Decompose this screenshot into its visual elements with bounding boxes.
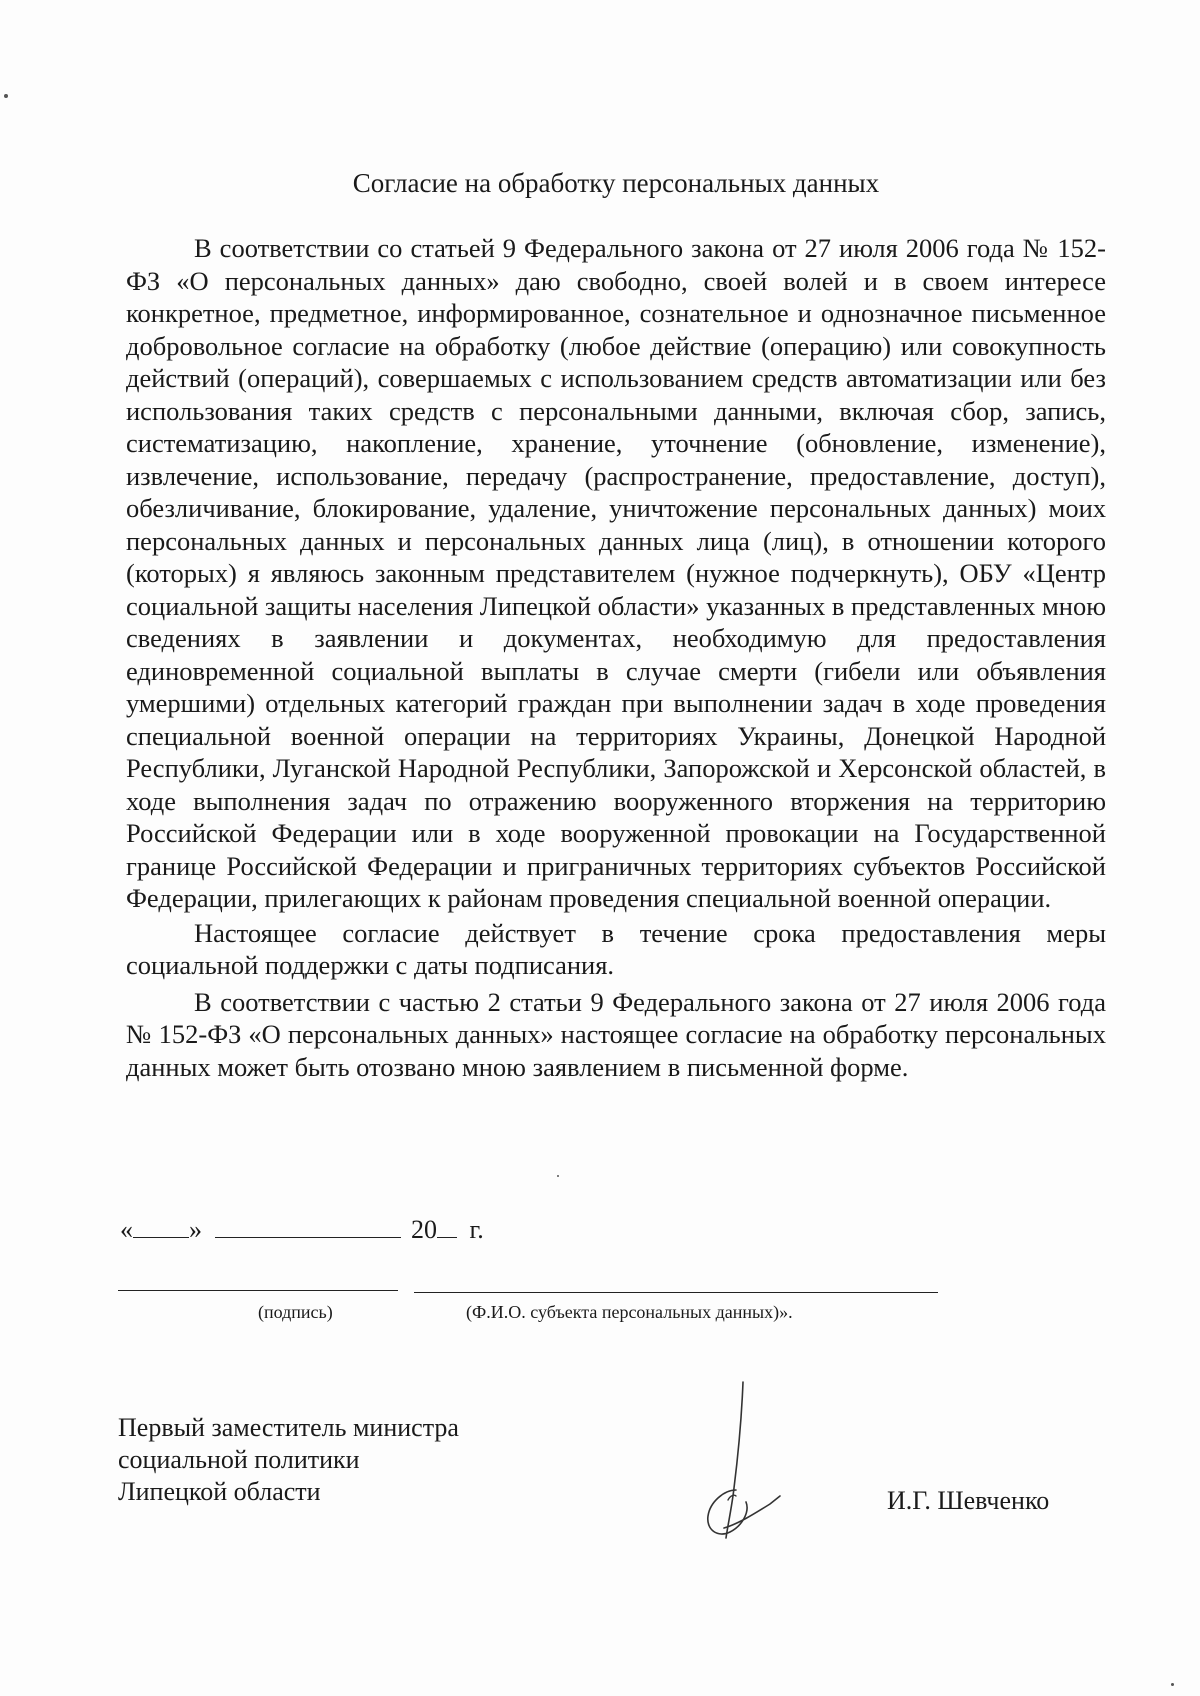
day-blank — [133, 1213, 189, 1238]
signatory-name: И.Г. Шевченко — [887, 1486, 1050, 1515]
signature-line — [118, 1290, 398, 1291]
signatory-position — [118, 1412, 459, 1508]
signature-caption: (подпись) — [258, 1302, 333, 1322]
fio-line — [414, 1292, 938, 1293]
scan-speck — [4, 94, 8, 98]
date-line — [120, 1213, 484, 1246]
paragraph-revocation: В соответствии с частью 2 статьи 9 Федерального закона от 27 июля 2006 года № 152-ФЗ «О персональных данных» настоящее согласие на обработку персональных данных может быть отозвано мною заявлением в письменной форме. — [126, 986, 1106, 1082]
fio-caption: (Ф.И.О. субъекта персональных данных)». — [466, 1302, 793, 1322]
date-close-quote: » — [189, 1215, 202, 1244]
date-open-quote: « — [120, 1215, 133, 1244]
year-suffix: г. — [469, 1215, 484, 1244]
document-body — [126, 232, 1106, 1083]
handwritten-signature — [684, 1378, 784, 1550]
year-prefix: 20 — [411, 1215, 437, 1244]
scan-speck — [557, 1175, 559, 1177]
position-line-2: социальной политики — [118, 1445, 360, 1474]
year-blank — [437, 1213, 457, 1238]
paragraph-validity: Настоящее согласие действует в течение срока предоставления меры социальной поддержки с даты подписания. — [126, 917, 1106, 980]
month-blank — [215, 1213, 401, 1238]
document-title: Согласие на обработку персональных данных — [352, 168, 880, 198]
position-line-1: Первый заместитель министра — [118, 1413, 459, 1442]
position-line-3: Липецкой области — [118, 1477, 321, 1506]
scan-speck — [1171, 1683, 1174, 1686]
paragraph-consent: В соответствии со статьей 9 Федерального закона от 27 июля 2006 года № 152-ФЗ «О персональных данных» даю свободно, своей волей и в своем интересе конкретное, предметное, информированное, сознательное и однозначное письменное добровольное согласие на обработку (любое действие (операцию) или совокупность действий (операций), совершаемых с использованием средств автоматизации или без использования таких средств с персональными данными, включая сбор, запись, систематизацию, накопление, хранение, уточнение (обновление, изменение), извлечение, использование, передачу (распространение, предоставление, доступ), обезличивание, блокирование, удаление, уничтожение персональных данных) моих персональных данных и персональных данных лица (лиц), в отношении которого (которых) я являюсь законным представителем (нужное подчеркнуть), ОБУ «Центр социальной защиты населения Липецкой области» указанных в представленных мною сведениях в заявлении и документах, необходимую для предоставления единовременной социальной выплаты в случае смерти (гибели или объявления умершими) отдельных категорий граждан при выполнении задач в ходе проведения специальной военной операции на территориях Украины, Донецкой Народной Республики, Луганской Народной Республики, Запорожской и Херсонской областей, в ходе выполнения задач по отражению вооруженного вторжения на территорию Российской Федерации или в ходе вооруженной провокации на Государственной границе Российской Федерации и приграничных территориях субъектов Российской Федерации, прилегающих к районам проведения специальной военной операции. — [126, 233, 1106, 913]
